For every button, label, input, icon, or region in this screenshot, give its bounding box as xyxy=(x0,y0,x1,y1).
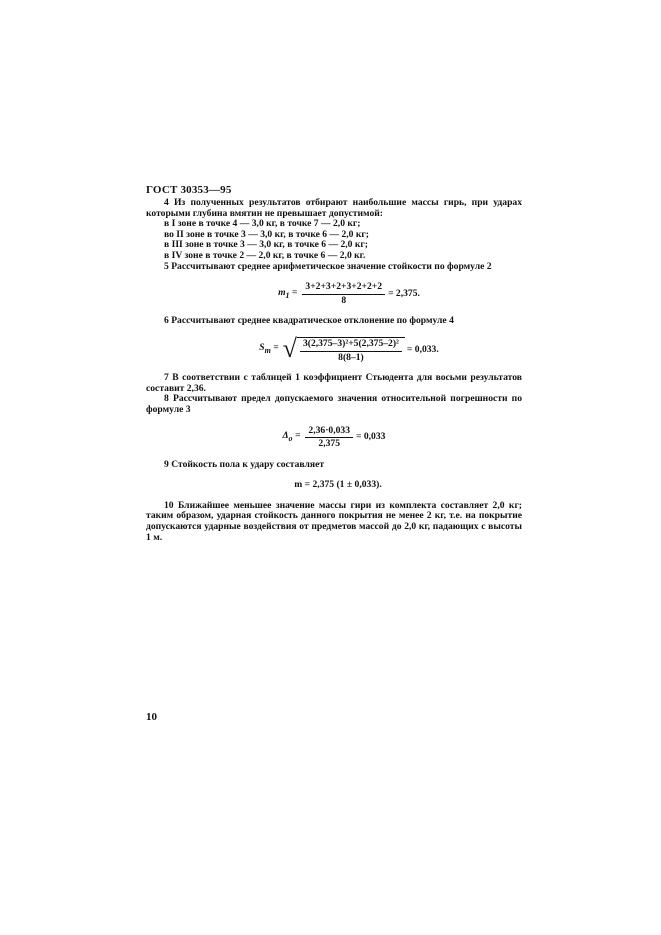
formula-error-denominator: 2,375 xyxy=(318,438,340,450)
zone-item: в IV зоне в точке 2 — 2,0 кг, в точке 6 — 2,0 кг. xyxy=(164,249,366,261)
formula-mean-numerator: 3+2+3+2+3+2+2+2 xyxy=(302,282,385,295)
formula-mean-fraction xyxy=(302,282,385,306)
formula-deviation-fraction xyxy=(300,339,402,363)
zone-item: в I зоне в точке 4 — 3,0 кг, в точке 7 — 2,0 кг; xyxy=(164,218,361,230)
formula-deviation xyxy=(176,333,522,363)
paragraph-5: 5 Рассчитывают среднее арифметическое значение стойкости по формуле 2 xyxy=(164,260,492,272)
formula-error-fraction xyxy=(305,426,353,450)
radical-sign-icon: √ xyxy=(282,333,297,363)
page-number: 10 xyxy=(146,711,157,723)
paragraph-7: 7 В соответствии с таблицей 1 коэффициент Стьюдента для восьми результатов составит 2,36. xyxy=(146,372,522,394)
formula-error-lhs: $\Delta_o$ = xyxy=(282,429,301,443)
formula-error-result: = 0,033 xyxy=(356,431,386,443)
document-body xyxy=(146,198,522,543)
formula-mean-denominator: 8 xyxy=(341,294,347,306)
formula-deviation-result: = 0,033. xyxy=(406,343,439,355)
paragraph-9: 9 Стойкость пола к удару составляет xyxy=(164,458,325,470)
zone-item: в III зоне в точке 3 — 3,0 кг, в точке 6 — 2,0 кг; xyxy=(164,239,368,251)
square-root xyxy=(282,333,405,363)
paragraph-8: 8 Рассчитывают предел допускаемого значения относительной погрешности по формуле 3 xyxy=(146,393,522,415)
zone-list xyxy=(146,219,522,261)
formula-mean-result: = 2,375. xyxy=(388,287,420,299)
formula-error-numerator: 2,36·0,033 xyxy=(305,426,353,439)
paragraph-6: 6 Рассчитывают среднее квадратическое отклонение по формуле 4 xyxy=(164,315,454,327)
formula-deviation-lhs: $S_m$ = xyxy=(259,342,279,356)
formula-mean-lhs: $m_1$ = xyxy=(278,286,298,300)
formula-deviation-numerator: 3(2,375–3)²+5(2,375–2)² xyxy=(300,339,402,352)
zone-item: во II зоне в точке 3 — 3,0 кг, в точке 6 — 2,0 кг; xyxy=(164,228,369,240)
document-header: ГОСТ 30353—95 xyxy=(146,184,232,196)
formula-error xyxy=(146,426,522,450)
formula-result-text: m = 2,375 (1 ± 0,033). xyxy=(294,479,382,491)
formula-deviation-denominator: 8(8–1) xyxy=(338,351,364,363)
formula-result xyxy=(146,480,522,491)
formula-mean xyxy=(176,282,522,306)
paragraph-4: 4 Из полученных результатов отбирают наибольшие массы гирь, при ударах которыми глубина вмятин не превышает допустимой: xyxy=(146,197,522,219)
paragraph-10: 10 Ближайшее меньшее значение массы гири из комплекта составляет 2,0 кг; таким образом, ударная стойкость данного покрытия не менее 2 кг, т.е. на покрытие допускаются ударные воздействия от предметов массой до 2,0 кг, падающих с высоты 1 м. xyxy=(146,499,522,543)
